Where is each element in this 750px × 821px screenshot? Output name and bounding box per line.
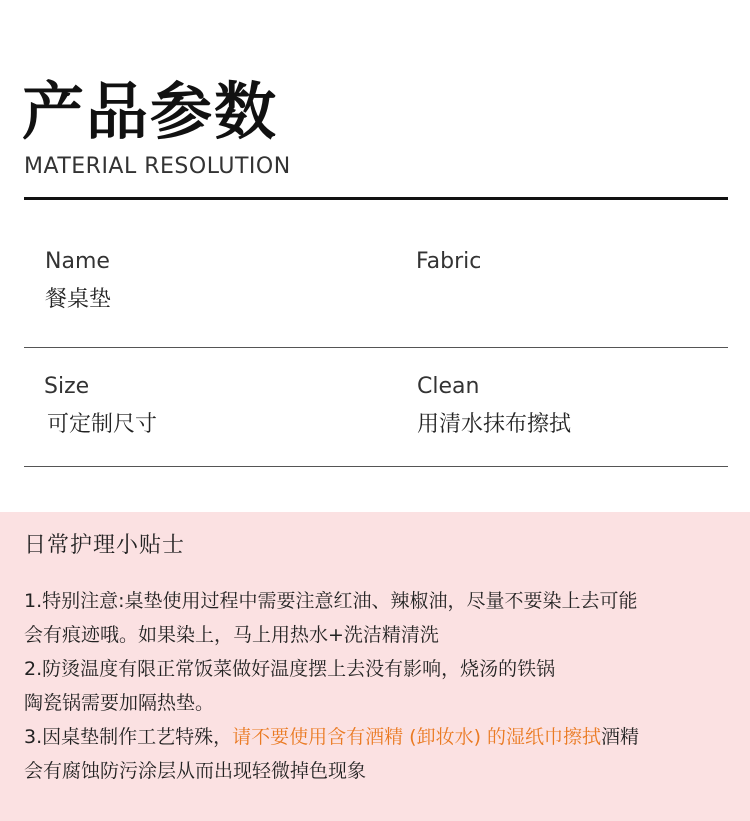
page-subtitle: MATERIAL RESOLUTION [24, 154, 291, 179]
page-title: 产品参数 [22, 75, 279, 148]
param-name-value: 餐桌垫 [45, 287, 112, 312]
tip-warning-highlight: 请不要使用含有酒精 (卸妆水) 的湿纸巾擦拭 [232, 726, 602, 748]
param-size [44, 372, 157, 440]
header-divider [24, 197, 728, 200]
care-tips-panel [0, 512, 750, 821]
tip-line [24, 720, 724, 754]
row-divider [24, 347, 728, 348]
tip-line: 2.防烫温度有限正常饭菜做好温度摆上去没有影响，烧汤的铁锅 [24, 658, 556, 680]
param-clean [417, 372, 571, 440]
tip-line: 会有痕迹哦。如果染上，马上用热水+洗洁精清洗 [24, 624, 439, 646]
param-fabric [416, 247, 481, 287]
tip-text: 3.因桌垫制作工艺特殊， [24, 726, 233, 748]
param-clean-value: 用清水抹布擦拭 [417, 412, 572, 437]
param-size-value: 可定制尺寸 [47, 412, 158, 437]
param-fabric-label: Fabric [416, 249, 482, 274]
care-tips-title: 日常护理小贴士 [24, 533, 186, 558]
param-clean-label: Clean [417, 374, 480, 399]
tip-line: 陶瓷锅需要加隔热垫。 [24, 692, 215, 714]
care-tips-body [24, 584, 724, 788]
tip-text: 酒精 [601, 726, 640, 748]
tip-line: 1.特别注意:桌垫使用过程中需要注意红油、辣椒油，尽量不要染上去可能 [24, 590, 638, 612]
tip-line: 会有腐蚀防污涂层从而出现轻微掉色现象 [24, 760, 367, 782]
row-divider [24, 466, 728, 467]
param-name [45, 247, 111, 315]
param-size-label: Size [44, 374, 90, 399]
param-name-label: Name [45, 249, 110, 274]
